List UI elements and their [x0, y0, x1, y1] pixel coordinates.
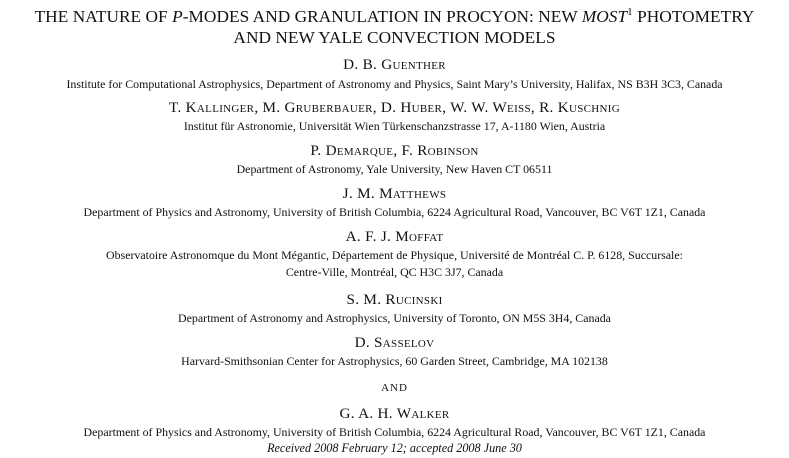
author-affiliation: Harvard-Smithsonian Center for Astrophysics, 60 Garden Street, Cambridge, MA 102138 [181, 354, 608, 368]
author-affiliation: Institute for Computational Astrophysics, Department of Astronomy and Physics, Saint Mary’s University, Halifax, NS B3H 3C3, Canada [66, 77, 723, 91]
author-affiliation: Institut für Astronomie, Universität Wien Türkenschanzstrasse 17, A-1180 Wien, Austria [183, 119, 606, 133]
title-text-3: PHOTOMETRY [632, 7, 755, 26]
author-names-text: T. Kallinger, M. Gruberbauer, D. Huber, W. W. Weiss, R. Kuschnig [169, 99, 620, 116]
author-names [0, 405, 789, 423]
title-line-1 [35, 7, 755, 26]
author-names [0, 185, 789, 203]
author-names-text: D. Sasselov [354, 334, 435, 351]
author-affiliation: Department of Astronomy and Astrophysics, University of Toronto, ON M5S 3H4, Canada [178, 311, 611, 325]
author-names-text: P. Demarque, F. Robinson [310, 142, 479, 159]
author-names-text: G. A. H. Walker [339, 405, 450, 422]
author-names [0, 142, 789, 160]
author-affiliation-line-2: Centre-Ville, Montréal, QC H3C 3J7, Canada [285, 265, 504, 279]
author-affiliation: Department of Physics and Astronomy, University of British Columbia, 6224 Agricultural Road, Vancouver, BC V6T 1Z1, Canada [83, 425, 706, 439]
and-separator: AND [381, 382, 408, 394]
author-affiliation: Department of Physics and Astronomy, University of British Columbia, 6224 Agricultural Road, Vancouver, BC V6T 1Z1, Canada [83, 205, 706, 219]
received-date: Received 2008 February 12; accepted 2008 June 30 [267, 441, 522, 455]
author-names-text: S. M. Rucinski [346, 291, 443, 308]
author-names [0, 291, 789, 309]
title-most-italic: MOST [581, 7, 628, 26]
author-names-text: A. F. J. Moffat [345, 228, 444, 245]
title-text-2: -MODES AND GRANULATION IN PROCYON: NEW [182, 7, 582, 26]
title-footnote-mark: 1 [627, 6, 633, 18]
title-p-italic: P [172, 7, 183, 26]
paper-title [0, 6, 789, 48]
author-names [0, 334, 789, 352]
author-names [0, 56, 789, 74]
title-line-2: AND NEW YALE CONVECTION MODELS [233, 28, 556, 47]
author-names [0, 99, 789, 117]
title-text-1: THE NATURE OF [34, 7, 173, 26]
author-affiliation: Observatoire Astronomque du Mont Mégantic, Département de Physique, Université de Montréal C. P. 6128, Succursale: [106, 248, 683, 262]
author-names-text: D. B. Guenther [343, 56, 446, 73]
author-names [0, 228, 789, 246]
author-affiliation: Department of Astronomy, Yale University, New Haven CT 06511 [236, 162, 553, 176]
author-names-text: J. M. Matthews [342, 185, 447, 202]
